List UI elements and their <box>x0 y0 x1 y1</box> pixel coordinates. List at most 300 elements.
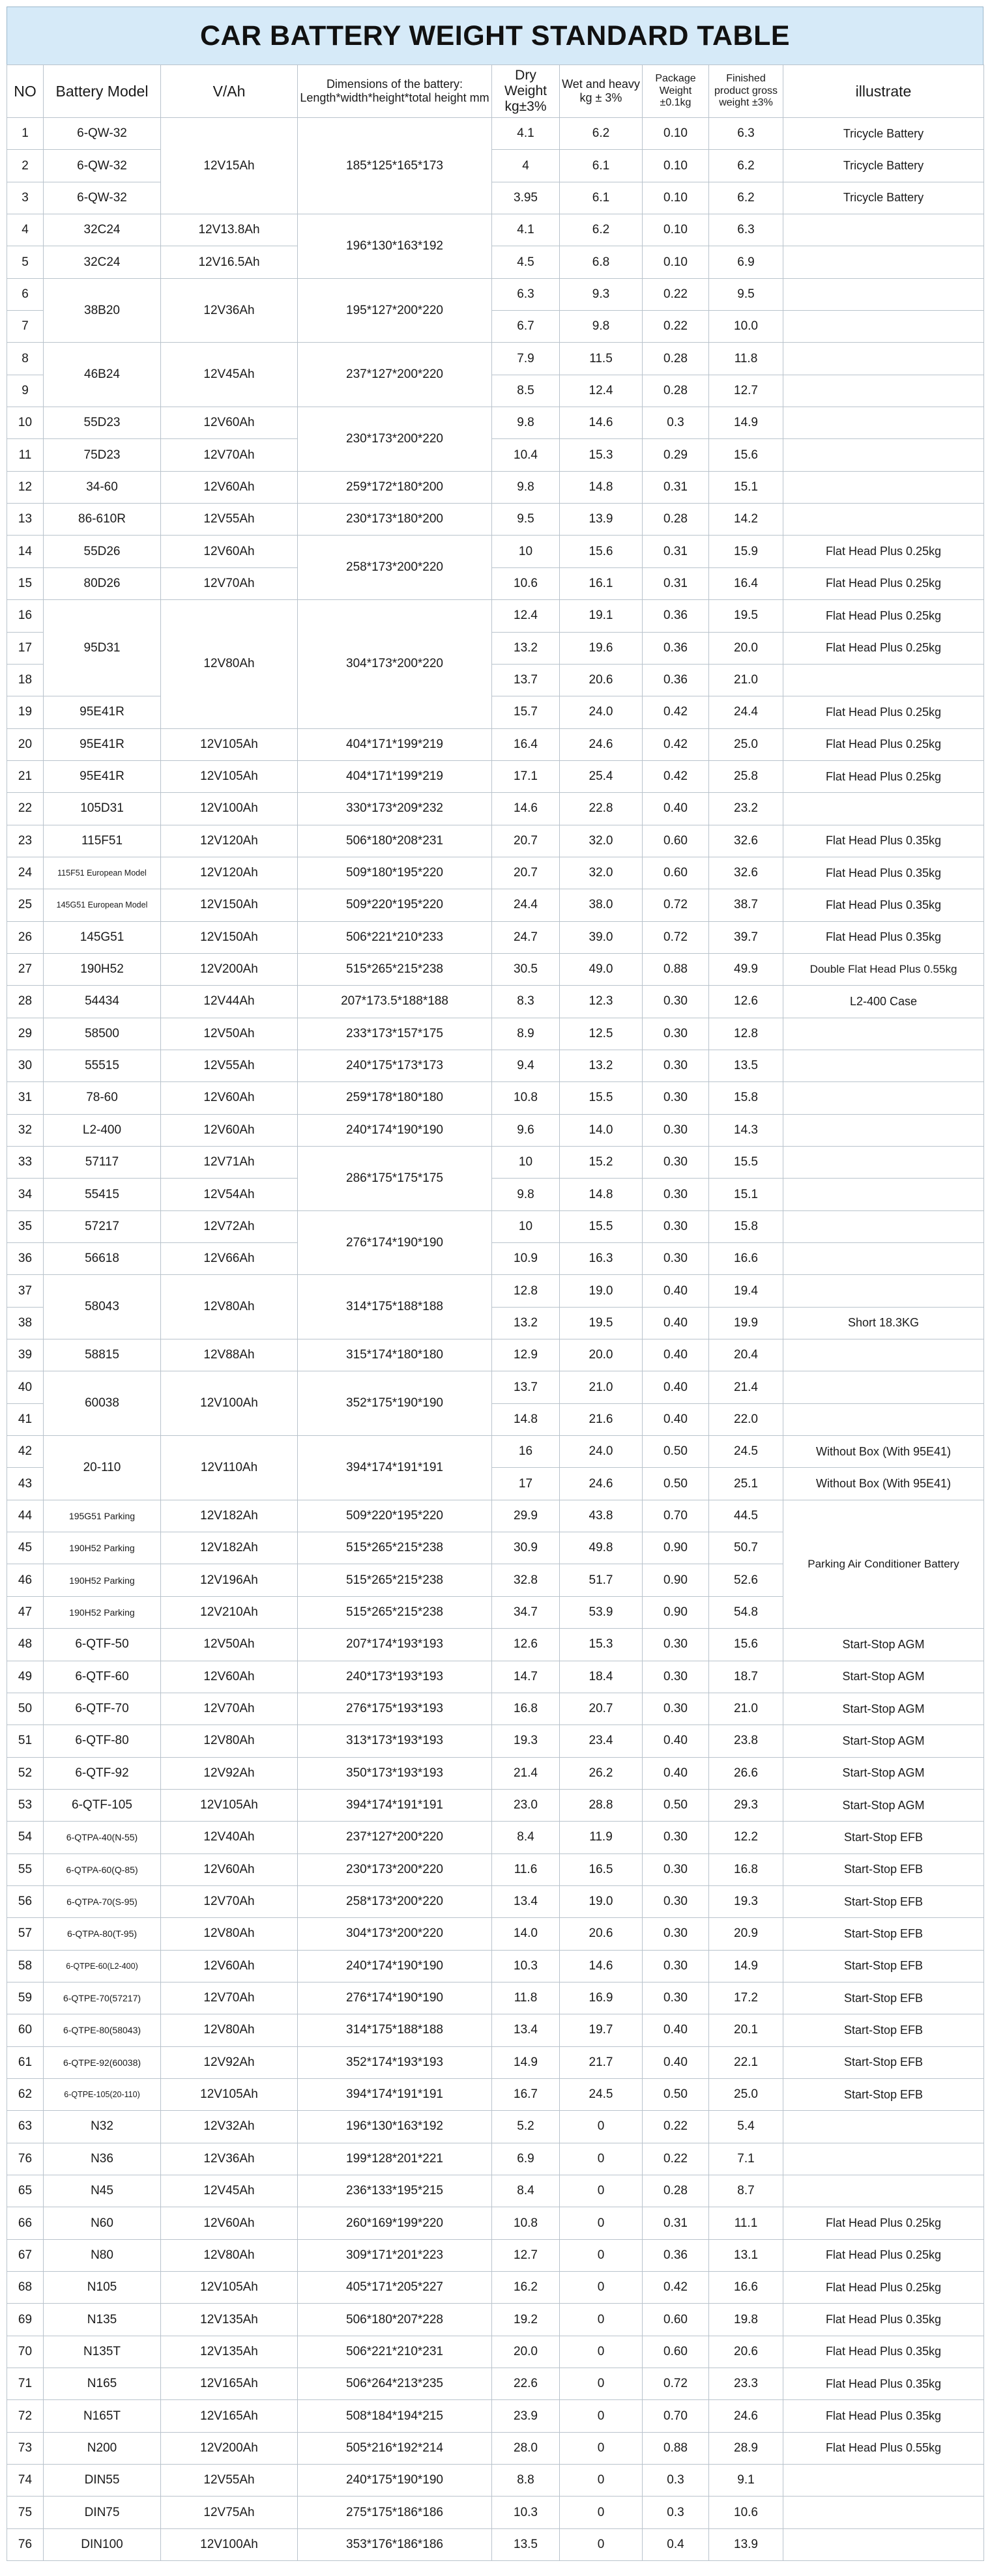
voltage-capacity: 12V196Ah <box>161 1564 298 1596</box>
row-number: 28 <box>7 986 44 1018</box>
package-weight: 0.70 <box>643 2400 709 2432</box>
illustrate-note: Tricycle Battery <box>783 150 984 182</box>
table-row <box>7 1018 984 1050</box>
wet-weight: 14.6 <box>560 1950 643 1982</box>
dimensions: 233*173*157*175 <box>298 1018 492 1050</box>
voltage-capacity: 12V210Ah <box>161 1596 298 1628</box>
illustrate-note <box>783 2175 984 2207</box>
row-number: 18 <box>7 664 44 696</box>
table-row <box>7 182 984 214</box>
package-weight: 0.30 <box>643 1147 709 1179</box>
voltage-capacity: 12V100Ah <box>161 1371 298 1436</box>
package-weight: 0.28 <box>643 375 709 407</box>
voltage-capacity: 12V80Ah <box>161 2239 298 2271</box>
row-number: 20 <box>7 728 44 760</box>
wet-weight: 22.8 <box>560 793 643 825</box>
dimensions: 240*173*193*193 <box>298 1661 492 1693</box>
row-number: 50 <box>7 1693 44 1724</box>
battery-model: 80D26 <box>44 567 161 599</box>
voltage-capacity: 12V60Ah <box>161 1661 298 1693</box>
dry-weight: 13.4 <box>492 1885 560 1917</box>
gross-weight: 6.2 <box>709 150 783 182</box>
row-number: 52 <box>7 1757 44 1789</box>
wet-weight: 13.2 <box>560 1050 643 1081</box>
package-weight: 0.10 <box>643 150 709 182</box>
table-row <box>7 1725 984 1757</box>
dry-weight: 9.6 <box>492 1114 560 1146</box>
table-row <box>7 1436 984 1468</box>
battery-model: 75D23 <box>44 439 161 471</box>
dimensions: 506*264*213*235 <box>298 2368 492 2400</box>
dimensions: 330*173*209*232 <box>298 793 492 825</box>
gross-weight: 9.1 <box>709 2465 783 2497</box>
gross-weight: 29.3 <box>709 1789 783 1821</box>
dry-weight: 13.7 <box>492 1371 560 1403</box>
header-dimensions: Dimensions of the battery: Length*width*height*total height mm <box>298 65 492 118</box>
gross-weight: 22.0 <box>709 1403 783 1435</box>
row-number: 14 <box>7 536 44 567</box>
wet-weight: 21.7 <box>560 2046 643 2078</box>
dry-weight: 7.9 <box>492 343 560 375</box>
dimensions: 230*173*200*220 <box>298 1853 492 1885</box>
package-weight: 0.3 <box>643 407 709 439</box>
gross-weight: 23.2 <box>709 793 783 825</box>
wet-weight: 12.4 <box>560 375 643 407</box>
table-row <box>7 1275 984 1307</box>
weight-table-sheet <box>7 7 983 2561</box>
battery-model: 55D26 <box>44 536 161 567</box>
battery-model: N200 <box>44 2432 161 2464</box>
table-row <box>7 2239 984 2271</box>
illustrate-note: Start-Stop EFB <box>783 2046 984 2078</box>
voltage-capacity: 12V70Ah <box>161 1693 298 1724</box>
row-number: 48 <box>7 1629 44 1661</box>
wet-weight: 6.2 <box>560 118 643 150</box>
row-number: 51 <box>7 1725 44 1757</box>
wet-weight: 49.0 <box>560 953 643 985</box>
dry-weight: 17 <box>492 1468 560 1500</box>
voltage-capacity: 12V13.8Ah <box>161 214 298 246</box>
dry-weight: 17.1 <box>492 760 560 792</box>
battery-model: 55515 <box>44 1050 161 1081</box>
package-weight: 0.90 <box>643 1596 709 1628</box>
illustrate-note: Flat Head Plus 0.35kg <box>783 889 984 921</box>
voltage-capacity: 12V105Ah <box>161 1789 298 1821</box>
battery-model: 190H52 Parking <box>44 1564 161 1596</box>
dimensions: 515*265*215*238 <box>298 1564 492 1596</box>
gross-weight: 9.5 <box>709 278 783 310</box>
illustrate-note: Start-Stop AGM <box>783 1693 984 1724</box>
dry-weight: 9.8 <box>492 1179 560 1210</box>
voltage-capacity: 12V60Ah <box>161 1082 298 1114</box>
table-row <box>7 2078 984 2110</box>
wet-weight: 14.8 <box>560 1179 643 1210</box>
battery-model: 6-QTPA-70(S-95) <box>44 1885 161 1917</box>
dry-weight: 3.95 <box>492 182 560 214</box>
dry-weight: 34.7 <box>492 1596 560 1628</box>
row-number: 33 <box>7 1147 44 1179</box>
gross-weight: 39.7 <box>709 921 783 953</box>
battery-model: 56618 <box>44 1243 161 1275</box>
package-weight: 0.22 <box>643 2143 709 2175</box>
dry-weight: 16.4 <box>492 728 560 760</box>
table-row <box>7 760 984 792</box>
dry-weight: 16 <box>492 1436 560 1468</box>
dry-weight: 12.6 <box>492 1629 560 1661</box>
illustrate-note: Flat Head Plus 0.35kg <box>783 2304 984 2336</box>
illustrate-note <box>783 2528 984 2560</box>
row-number: 31 <box>7 1082 44 1114</box>
package-weight: 0.90 <box>643 1532 709 1564</box>
battery-model: 105D31 <box>44 793 161 825</box>
table-row <box>7 793 984 825</box>
table-row <box>7 118 984 150</box>
wet-weight: 0 <box>560 2272 643 2304</box>
gross-weight: 5.4 <box>709 2111 783 2143</box>
row-number: 60 <box>7 2014 44 2046</box>
battery-model: 6-QW-32 <box>44 150 161 182</box>
voltage-capacity: 12V44Ah <box>161 986 298 1018</box>
package-weight: 0.60 <box>643 2304 709 2336</box>
table-row <box>7 728 984 760</box>
illustrate-note: Flat Head Plus 0.25kg <box>783 600 984 632</box>
package-weight: 0.30 <box>643 1661 709 1693</box>
illustrate-note: Start-Stop AGM <box>783 1789 984 1821</box>
illustrate-note <box>783 278 984 310</box>
dimensions: 276*174*190*190 <box>298 1982 492 2014</box>
battery-model: N60 <box>44 2207 161 2239</box>
wet-weight: 6.2 <box>560 214 643 246</box>
table-row <box>7 2368 984 2400</box>
table-row <box>7 857 984 889</box>
wet-weight: 0 <box>560 2207 643 2239</box>
row-number: 65 <box>7 2175 44 2207</box>
voltage-capacity: 12V100Ah <box>161 793 298 825</box>
row-number: 8 <box>7 343 44 375</box>
wet-weight: 6.1 <box>560 150 643 182</box>
battery-model: 54434 <box>44 986 161 1018</box>
dimensions: 237*127*200*220 <box>298 343 492 407</box>
dimensions: 509*180*195*220 <box>298 857 492 889</box>
gross-weight: 15.1 <box>709 1179 783 1210</box>
row-number: 2 <box>7 150 44 182</box>
voltage-capacity: 12V60Ah <box>161 536 298 567</box>
battery-model: N32 <box>44 2111 161 2143</box>
table-row <box>7 2143 984 2175</box>
row-number: 5 <box>7 246 44 278</box>
wet-weight: 0 <box>560 2304 643 2336</box>
table-row <box>7 1114 984 1146</box>
illustrate-note: Flat Head Plus 0.35kg <box>783 2336 984 2368</box>
package-weight: 0.40 <box>643 793 709 825</box>
battery-model: 6-QTF-105 <box>44 1789 161 1821</box>
dry-weight: 12.8 <box>492 1275 560 1307</box>
package-weight: 0.60 <box>643 2336 709 2368</box>
table-row <box>7 1918 984 1950</box>
illustrate-note: Flat Head Plus 0.25kg <box>783 2272 984 2304</box>
package-weight: 0.10 <box>643 214 709 246</box>
voltage-capacity: 12V70Ah <box>161 1885 298 1917</box>
wet-weight: 20.7 <box>560 1693 643 1724</box>
gross-weight: 12.6 <box>709 986 783 1018</box>
illustrate-note: Flat Head Plus 0.25kg <box>783 536 984 567</box>
gross-weight: 14.9 <box>709 407 783 439</box>
illustrate-note <box>783 504 984 536</box>
gross-weight: 44.5 <box>709 1500 783 1532</box>
dimensions: 350*173*193*193 <box>298 1757 492 1789</box>
dry-weight: 8.8 <box>492 2465 560 2497</box>
gross-weight: 15.8 <box>709 1082 783 1114</box>
voltage-capacity: 12V60Ah <box>161 1950 298 1982</box>
wet-weight: 9.8 <box>560 311 643 343</box>
wet-weight: 32.0 <box>560 857 643 889</box>
row-number: 66 <box>7 2207 44 2239</box>
table-header-row <box>7 65 984 118</box>
wet-weight: 24.0 <box>560 1436 643 1468</box>
table-row <box>7 1629 984 1661</box>
battery-model: 6-QTF-50 <box>44 1629 161 1661</box>
dimensions: 195*127*200*220 <box>298 278 492 343</box>
gross-weight: 32.6 <box>709 825 783 857</box>
wet-weight: 0 <box>560 2239 643 2271</box>
gross-weight: 19.5 <box>709 600 783 632</box>
dry-weight: 13.2 <box>492 632 560 664</box>
battery-model: 145G51 European Model <box>44 889 161 921</box>
dimensions: 394*174*191*191 <box>298 1436 492 1500</box>
wet-weight: 19.5 <box>560 1307 643 1339</box>
battery-model: 95D31 <box>44 600 161 696</box>
dimensions: 276*174*190*190 <box>298 1210 492 1275</box>
row-number: 7 <box>7 311 44 343</box>
illustrate-note: Start-Stop AGM <box>783 1757 984 1789</box>
dry-weight: 14.8 <box>492 1403 560 1435</box>
row-number: 53 <box>7 1789 44 1821</box>
gross-weight: 24.5 <box>709 1436 783 1468</box>
dimensions: 506*221*210*231 <box>298 2336 492 2368</box>
voltage-capacity: 12V32Ah <box>161 2111 298 2143</box>
package-weight: 0.40 <box>643 1339 709 1371</box>
illustrate-note <box>783 214 984 246</box>
gross-weight: 25.1 <box>709 1468 783 1500</box>
voltage-capacity: 12V40Ah <box>161 1822 298 1853</box>
voltage-capacity: 12V70Ah <box>161 1982 298 2014</box>
illustrate-note: Start-Stop EFB <box>783 1950 984 1982</box>
row-number: 76 <box>7 2143 44 2175</box>
dry-weight: 28.0 <box>492 2432 560 2464</box>
battery-model: N135 <box>44 2304 161 2336</box>
voltage-capacity: 12V60Ah <box>161 1114 298 1146</box>
illustrate-note <box>783 246 984 278</box>
table-row <box>7 407 984 439</box>
dry-weight: 16.8 <box>492 1693 560 1724</box>
row-number: 13 <box>7 504 44 536</box>
package-weight: 0.29 <box>643 439 709 471</box>
battery-model: 190H52 Parking <box>44 1596 161 1628</box>
battery-model: N36 <box>44 2143 161 2175</box>
voltage-capacity: 12V80Ah <box>161 2014 298 2046</box>
voltage-capacity: 12V200Ah <box>161 953 298 985</box>
table-row <box>7 343 984 375</box>
package-weight: 0.10 <box>643 182 709 214</box>
table-row <box>7 2207 984 2239</box>
package-weight: 0.30 <box>643 1243 709 1275</box>
table-row <box>7 1822 984 1853</box>
header-voltage-capacity: V/Ah <box>161 65 298 118</box>
dimensions: 508*184*194*215 <box>298 2400 492 2432</box>
table-row <box>7 2528 984 2560</box>
wet-weight: 11.5 <box>560 343 643 375</box>
table-row <box>7 2304 984 2336</box>
dry-weight: 10 <box>492 1210 560 1242</box>
illustrate-note: Flat Head Plus 0.25kg <box>783 696 984 728</box>
dimensions: 275*175*186*186 <box>298 2497 492 2528</box>
voltage-capacity: 12V92Ah <box>161 2046 298 2078</box>
gross-weight: 7.1 <box>709 2143 783 2175</box>
dimensions: 286*175*175*175 <box>298 1147 492 1211</box>
package-weight: 0.88 <box>643 2432 709 2464</box>
battery-model: 6-QW-32 <box>44 182 161 214</box>
gross-weight: 15.5 <box>709 1147 783 1179</box>
gross-weight: 11.1 <box>709 2207 783 2239</box>
illustrate-note: Flat Head Plus 0.25kg <box>783 2239 984 2271</box>
table-row <box>7 1982 984 2014</box>
wet-weight: 19.0 <box>560 1275 643 1307</box>
package-weight: 0.60 <box>643 825 709 857</box>
gross-weight: 6.3 <box>709 214 783 246</box>
package-weight: 0.28 <box>643 504 709 536</box>
dry-weight: 13.5 <box>492 2528 560 2560</box>
wet-weight: 12.3 <box>560 986 643 1018</box>
battery-model: 78-60 <box>44 1082 161 1114</box>
voltage-capacity: 12V72Ah <box>161 1210 298 1242</box>
dry-weight: 10.8 <box>492 2207 560 2239</box>
voltage-capacity: 12V71Ah <box>161 1147 298 1179</box>
package-weight: 0.28 <box>643 2175 709 2207</box>
package-weight: 0.50 <box>643 1436 709 1468</box>
gross-weight: 22.1 <box>709 2046 783 2078</box>
wet-weight: 0 <box>560 2368 643 2400</box>
row-number: 4 <box>7 214 44 246</box>
dimensions: 260*169*199*220 <box>298 2207 492 2239</box>
illustrate-note: Flat Head Plus 0.35kg <box>783 2400 984 2432</box>
package-weight: 0.90 <box>643 1564 709 1596</box>
dimensions: 196*130*163*192 <box>298 214 492 279</box>
table-row <box>7 696 984 728</box>
wet-weight: 12.5 <box>560 1018 643 1050</box>
package-weight: 0.50 <box>643 2078 709 2110</box>
wet-weight: 14.0 <box>560 1114 643 1146</box>
illustrate-note: Start-Stop EFB <box>783 1822 984 1853</box>
gross-weight: 18.7 <box>709 1661 783 1693</box>
wet-weight: 18.4 <box>560 1661 643 1693</box>
dry-weight: 11.6 <box>492 1853 560 1885</box>
wet-weight: 16.9 <box>560 1982 643 2014</box>
battery-model: 95E41R <box>44 760 161 792</box>
row-number: 70 <box>7 2336 44 2368</box>
battery-model: 55415 <box>44 1179 161 1210</box>
dry-weight: 13.4 <box>492 2014 560 2046</box>
voltage-capacity: 12V60Ah <box>161 471 298 503</box>
gross-weight: 28.9 <box>709 2432 783 2464</box>
battery-model: 6-QTPE-92(60038) <box>44 2046 161 2078</box>
row-number: 62 <box>7 2078 44 2110</box>
package-weight: 0.10 <box>643 118 709 150</box>
illustrate-note <box>783 1147 984 1179</box>
battery-model: 46B24 <box>44 343 161 407</box>
illustrate-note: Start-Stop EFB <box>783 1918 984 1950</box>
wet-weight: 53.9 <box>560 1596 643 1628</box>
dimensions: 394*174*191*191 <box>298 1789 492 1821</box>
table-row <box>7 1789 984 1821</box>
voltage-capacity: 12V150Ah <box>161 889 298 921</box>
row-number: 35 <box>7 1210 44 1242</box>
voltage-capacity: 12V60Ah <box>161 1853 298 1885</box>
dimensions: 258*173*200*220 <box>298 1885 492 1917</box>
row-number: 45 <box>7 1532 44 1564</box>
gross-weight: 12.2 <box>709 1822 783 1853</box>
package-weight: 0.36 <box>643 600 709 632</box>
table-row <box>7 921 984 953</box>
battery-model: 55D23 <box>44 407 161 439</box>
package-weight: 0.40 <box>643 1757 709 1789</box>
gross-weight: 20.4 <box>709 1339 783 1371</box>
package-weight: 0.40 <box>643 1371 709 1403</box>
row-number: 57 <box>7 1918 44 1950</box>
illustrate-note <box>783 793 984 825</box>
row-number: 54 <box>7 1822 44 1853</box>
battery-model: DIN100 <box>44 2528 161 2560</box>
wet-weight: 19.7 <box>560 2014 643 2046</box>
row-number: 71 <box>7 2368 44 2400</box>
battery-model: 6-QTPE-105(20-110) <box>44 2078 161 2110</box>
wet-weight: 51.7 <box>560 1564 643 1596</box>
table-row <box>7 2272 984 2304</box>
dimensions: 314*175*188*188 <box>298 2014 492 2046</box>
gross-weight: 19.9 <box>709 1307 783 1339</box>
row-number: 22 <box>7 793 44 825</box>
wet-weight: 38.0 <box>560 889 643 921</box>
battery-model: 190H52 Parking <box>44 1532 161 1564</box>
gross-weight: 23.8 <box>709 1725 783 1757</box>
wet-weight: 24.6 <box>560 728 643 760</box>
table-row <box>7 889 984 921</box>
gross-weight: 16.8 <box>709 1853 783 1885</box>
dimensions: 515*265*215*238 <box>298 953 492 985</box>
package-weight: 0.30 <box>643 1693 709 1724</box>
voltage-capacity: 12V105Ah <box>161 760 298 792</box>
dry-weight: 6.3 <box>492 278 560 310</box>
illustrate-note: Flat Head Plus 0.35kg <box>783 825 984 857</box>
dry-weight: 14.7 <box>492 1661 560 1693</box>
gross-weight: 25.0 <box>709 2078 783 2110</box>
row-number: 49 <box>7 1661 44 1693</box>
row-number: 37 <box>7 1275 44 1307</box>
row-number: 10 <box>7 407 44 439</box>
package-weight: 0.30 <box>643 1853 709 1885</box>
gross-weight: 6.3 <box>709 118 783 150</box>
gross-weight: 6.9 <box>709 246 783 278</box>
row-number: 9 <box>7 375 44 407</box>
voltage-capacity: 12V88Ah <box>161 1339 298 1371</box>
dimensions: 207*174*193*193 <box>298 1629 492 1661</box>
wet-weight: 6.8 <box>560 246 643 278</box>
dry-weight: 24.7 <box>492 921 560 953</box>
dimensions: 315*174*180*180 <box>298 1339 492 1371</box>
battery-model: 38B20 <box>44 278 161 343</box>
gross-weight: 14.2 <box>709 504 783 536</box>
wet-weight: 28.8 <box>560 1789 643 1821</box>
package-weight: 0.22 <box>643 278 709 310</box>
